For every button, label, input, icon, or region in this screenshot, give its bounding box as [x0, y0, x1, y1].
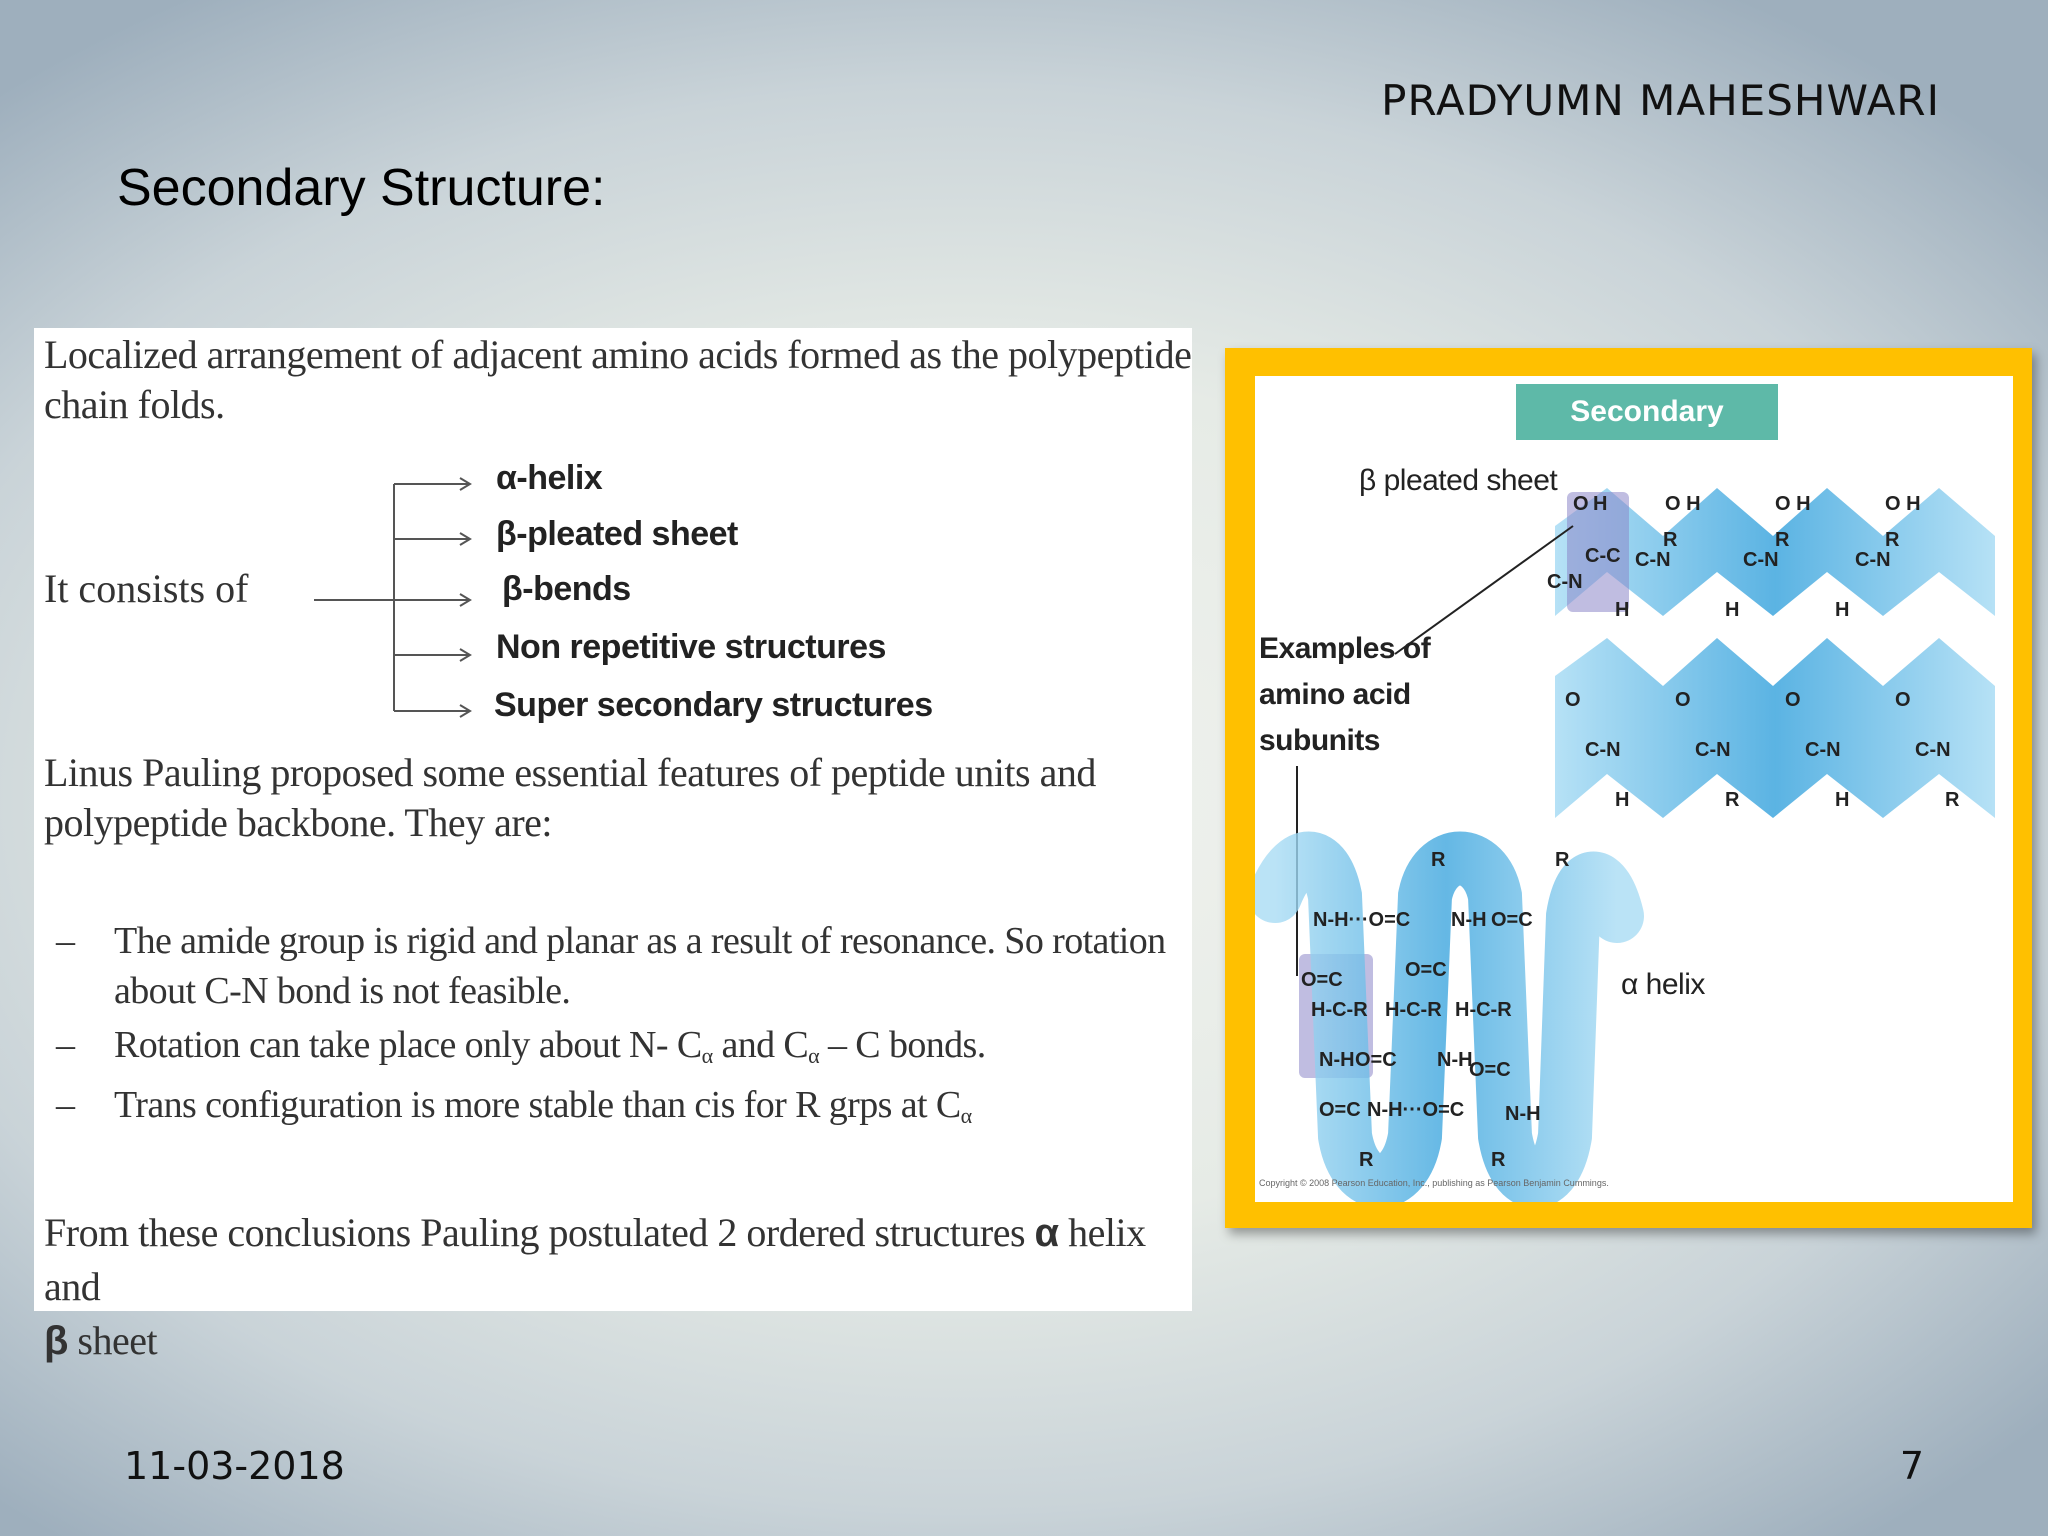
bullet1-line-2: about C-N bond is not feasible. — [114, 970, 571, 1012]
svg-text:R: R — [1431, 849, 1446, 871]
bullet3-text: Trans configuration is more stable than cis for R grps at C — [114, 1084, 961, 1126]
conclusion-alpha: α — [1034, 1211, 1059, 1255]
svg-text:R: R — [1945, 789, 1960, 811]
bullet2-post: – C bonds. — [828, 1024, 986, 1066]
svg-text:O: O — [1895, 689, 1911, 711]
svg-text:N-H···O=C: N-H···O=C — [1313, 909, 1411, 931]
svg-text:N-H: N-H — [1505, 1103, 1541, 1125]
svg-text:O=C: O=C — [1469, 1059, 1511, 1081]
pauling-line-2: polypeptide backbone. They are: — [44, 800, 553, 845]
intro-line-2: chain folds. — [44, 382, 225, 427]
svg-text:O H: O H — [1775, 493, 1811, 515]
svg-text:O: O — [1675, 689, 1691, 711]
svg-text:H: H — [1835, 789, 1850, 811]
svg-text:N-H: N-H — [1437, 1049, 1473, 1071]
slide-title: Secondary Structure: — [117, 159, 606, 217]
beta-sheet-label: β pleated sheet — [1359, 464, 1558, 497]
svg-text:O H: O H — [1665, 493, 1701, 515]
svg-text:R: R — [1555, 849, 1570, 871]
conclusion-mid: helix and — [44, 1210, 1146, 1309]
svg-text:O=C: O=C — [1355, 1049, 1397, 1071]
svg-text:C-N: C-N — [1743, 549, 1779, 571]
conclusion-beta: β — [44, 1319, 68, 1363]
author-name: PRADYUMN MAHESHWARI — [1381, 76, 1940, 125]
svg-text:R: R — [1359, 1149, 1374, 1171]
type-alpha-helix: α-helix — [496, 459, 603, 497]
conclusion-text — [44, 1206, 1192, 1368]
svg-text:H-C-R: H-C-R — [1311, 999, 1368, 1021]
figure-badge: Secondary Structure — [1516, 384, 1778, 440]
svg-text:N-H···O=C: N-H···O=C — [1367, 1099, 1465, 1121]
slide-date: 11-03-2018 — [124, 1444, 345, 1488]
pauling-text — [44, 748, 1096, 848]
svg-text:H: H — [1593, 493, 1608, 515]
conclusion-post: sheet — [77, 1318, 158, 1363]
bullet-dash: – — [56, 1084, 75, 1126]
svg-text:C-N: C-N — [1915, 739, 1951, 761]
svg-text:R: R — [1663, 529, 1678, 551]
structure-illustration — [1255, 376, 2013, 1202]
copyright-text: Copyright © 2008 Pearson Education, Inc., publishing as Pearson Benjamin Cummings. — [1259, 1178, 1609, 1188]
svg-text:O=C: O=C — [1319, 1099, 1361, 1121]
consists-label: It consists of — [44, 566, 249, 611]
svg-text:O H: O H — [1885, 493, 1921, 515]
examples-line-3: subunits — [1259, 724, 1380, 757]
bullet1-line-1: The amide group is rigid and planar as a result of resonance. So rotation — [114, 920, 1166, 962]
page-number: 7 — [1899, 1444, 1924, 1488]
svg-text:R: R — [1775, 529, 1790, 551]
svg-text:R: R — [1491, 1149, 1506, 1171]
svg-text:R: R — [1725, 789, 1740, 811]
alpha-subscript: α — [808, 1043, 820, 1068]
pauling-line-1: Linus Pauling proposed some essential features of peptide units and — [44, 750, 1096, 795]
intro-line-1: Localized arrangement of adjacent amino acids formed as the polypeptide — [44, 332, 1192, 377]
bullet2-pre: Rotation can take place only about N- C — [114, 1024, 702, 1066]
svg-text:O: O — [1573, 493, 1589, 515]
svg-text:R: R — [1885, 529, 1900, 551]
type-beta-bends: β-bends — [502, 570, 631, 608]
svg-text:C-N: C-N — [1585, 739, 1621, 761]
alpha-subscript: α — [701, 1043, 713, 1068]
svg-text:C-C: C-C — [1585, 545, 1621, 567]
svg-text:H: H — [1835, 599, 1850, 621]
svg-text:H: H — [1615, 789, 1630, 811]
svg-text:O: O — [1565, 689, 1581, 711]
svg-text:O: O — [1785, 689, 1801, 711]
figure-frame — [1225, 348, 2032, 1228]
conclusion-pre: From these conclusions Pauling postulated 2 ordered structures — [44, 1210, 1026, 1255]
svg-text:H: H — [1725, 599, 1740, 621]
svg-text:C-N: C-N — [1805, 739, 1841, 761]
examples-line-2: amino acid — [1259, 678, 1411, 711]
svg-text:N-H: N-H — [1451, 909, 1487, 931]
svg-text:C-N: C-N — [1635, 549, 1671, 571]
examples-line-1: Examples of — [1259, 632, 1431, 665]
svg-text:C-N: C-N — [1547, 571, 1583, 593]
text-panel — [34, 328, 1192, 1363]
svg-text:O=C: O=C — [1491, 909, 1533, 931]
alpha-helix-label: α helix — [1621, 968, 1705, 1001]
type-non-repetitive: Non repetitive structures — [496, 628, 886, 666]
svg-text:N-H: N-H — [1319, 1049, 1355, 1071]
bullet-dash: – — [56, 920, 75, 962]
svg-text:H-C-R: H-C-R — [1385, 999, 1442, 1021]
svg-text:O=C: O=C — [1301, 969, 1343, 991]
svg-text:H: H — [1615, 599, 1630, 621]
intro-text — [44, 330, 1191, 430]
svg-text:C-N: C-N — [1695, 739, 1731, 761]
svg-text:C-N: C-N — [1855, 549, 1891, 571]
secondary-structure-figure — [1255, 376, 2013, 1202]
svg-text:O=C: O=C — [1405, 959, 1447, 981]
type-beta-pleated-sheet: β-pleated sheet — [496, 515, 738, 553]
svg-text:H-C-R: H-C-R — [1455, 999, 1512, 1021]
type-super-secondary: Super secondary structures — [494, 686, 933, 724]
bullet-dash: – — [56, 1024, 75, 1066]
alpha-subscript: α — [960, 1103, 972, 1128]
bullet2-mid: and C — [721, 1024, 809, 1066]
